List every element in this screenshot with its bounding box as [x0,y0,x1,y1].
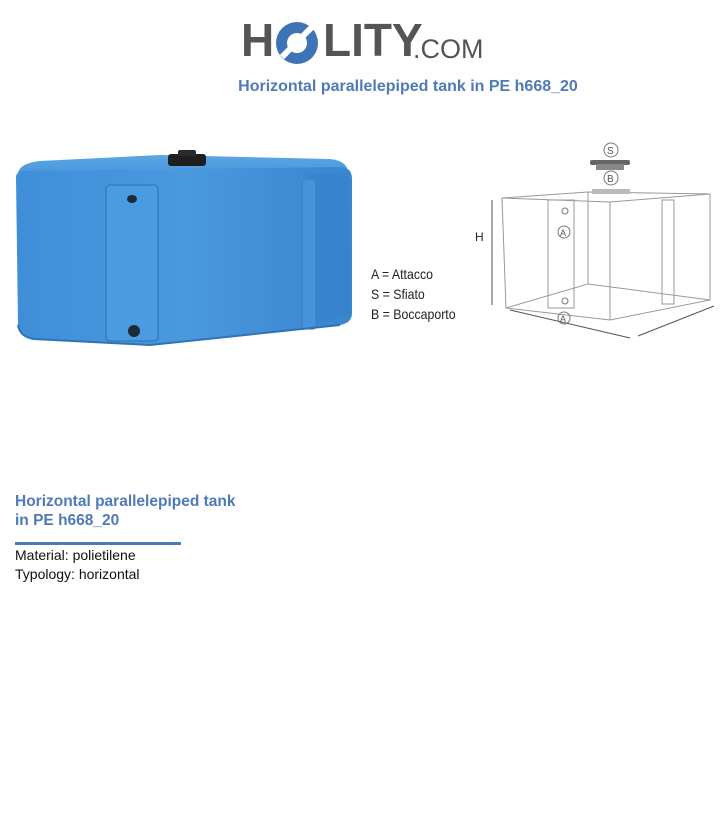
page-title: Horizontal parallelepiped tank in PE h668_20 [238,78,578,95]
product-specs [15,546,140,584]
tank-diagram [470,140,718,340]
height-label: H [475,230,484,244]
legend-item-attacco: A = Attacco [371,266,433,282]
product-name [15,492,265,530]
label-a-bottom: A [560,314,567,324]
logo-letters-lity: LITY [323,14,423,66]
spec-material: Material: polietilene [15,547,136,563]
legend-item-boccaporto: B = Boccaporto [371,306,456,322]
label-a-top: A [560,228,567,238]
tank-photo [10,145,360,365]
label-s: S [607,146,614,157]
logo-suffix: .COM [413,34,484,64]
title-divider [15,542,181,545]
holity-logo[interactable] [241,12,484,68]
legend [371,264,467,324]
logo-letter-h: H [241,14,275,66]
product-name-line2: in PE h668_20 [15,512,120,529]
label-b: B [607,174,614,185]
logo-o-icon [272,17,322,67]
legend-item-sfiato: S = Sfiato [371,286,425,302]
spec-typology: Typology: horizontal [15,566,140,582]
product-name-line1: Horizontal parallelepiped tank [15,493,236,510]
